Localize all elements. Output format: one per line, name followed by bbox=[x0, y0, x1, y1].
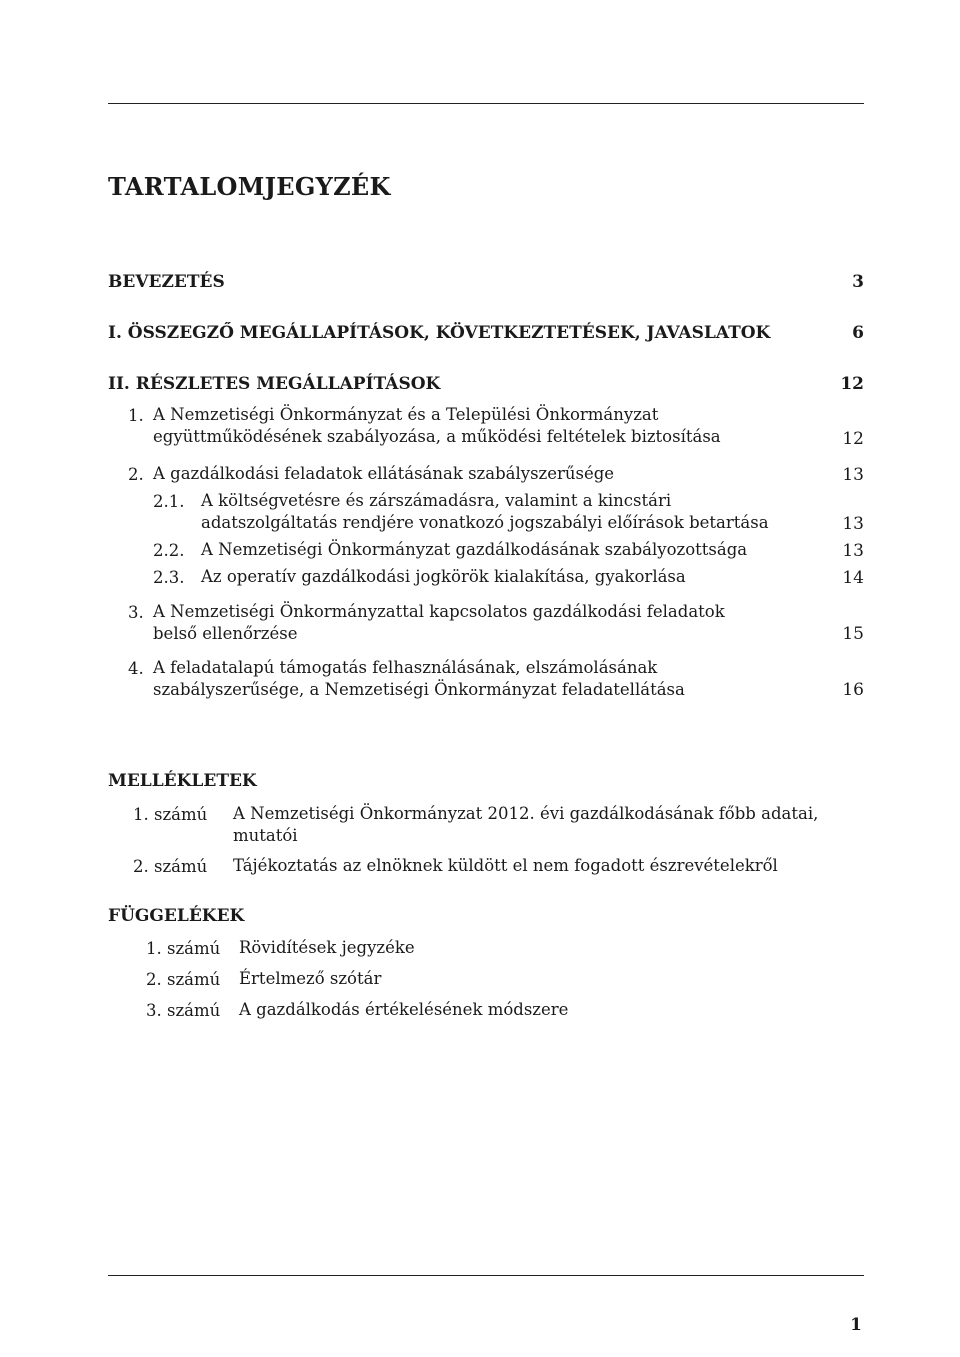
toc-part1-label: I. ÖSSZEGZŐ MEGÁLLAPÍTÁSOK, KÖVETKEZTETÉSEK, JAVASLATOK bbox=[108, 323, 771, 343]
toc-item-title-line1: A Nemzetiségi Önkormányzattal kapcsolatos gazdálkodási feladatok bbox=[153, 602, 725, 621]
toc-item-number: 2. bbox=[128, 465, 144, 484]
toc-item-title-line1: A Nemzetiségi Önkormányzat gazdálkodásának szabályozottsága bbox=[201, 540, 748, 559]
toc-item-title-line2: szabályszerűsége, a Nemzetiségi Önkormányzat feladatellátása bbox=[153, 680, 685, 699]
toc-part2-label: II. RÉSZLETES MEGÁLLAPÍTÁSOK bbox=[108, 374, 441, 394]
toc-item-title-line2: belső ellenőrzése bbox=[153, 624, 298, 643]
toc-item-number: 3. bbox=[128, 603, 144, 622]
annex-title-line2: mutatói bbox=[233, 826, 298, 845]
toc-part2-page: 12 bbox=[840, 374, 864, 394]
bottom-rule bbox=[108, 1275, 864, 1276]
toc-item-number: 2.1. bbox=[153, 492, 185, 511]
toc-item-title-line1: A gazdálkodási feladatok ellátásának szabályszerűsége bbox=[153, 464, 615, 483]
appendix-title: A gazdálkodás értékelésének módszere bbox=[239, 1000, 569, 1019]
page-title: TARTALOMJEGYZÉK bbox=[108, 172, 391, 201]
toc-item-title-line1: A költségvetésre és zárszámadásra, valamint a kincstári bbox=[201, 491, 672, 510]
toc-item-page: 15 bbox=[842, 624, 864, 644]
annexes-heading: MELLÉKLETEK bbox=[108, 771, 257, 791]
toc-item-title-line1: Az operatív gazdálkodási jogkörök kialakítása, gyakorlása bbox=[201, 567, 686, 586]
toc-item-number: 2.2. bbox=[153, 541, 185, 560]
toc-item-page: 12 bbox=[842, 429, 864, 449]
appendices-heading: FÜGGELÉKEK bbox=[108, 906, 245, 926]
toc-item-page: 13 bbox=[842, 541, 864, 561]
appendix-number: 3. számú bbox=[146, 1001, 221, 1020]
toc-item-page: 14 bbox=[842, 568, 864, 588]
toc-item-number: 1. bbox=[128, 406, 144, 425]
toc-part1-page: 6 bbox=[852, 323, 864, 343]
toc-intro-page: 3 bbox=[852, 272, 864, 292]
toc-item-title-line2: együttműködésének szabályozása, a működési feltételek biztosítása bbox=[153, 427, 721, 446]
annex-title-line1: A Nemzetiségi Önkormányzat 2012. évi gazdálkodásának főbb adatai, bbox=[233, 804, 819, 823]
toc-item-page: 13 bbox=[842, 465, 864, 485]
annex-number: 2. számú bbox=[133, 857, 208, 876]
toc-intro-label: BEVEZETÉS bbox=[108, 272, 225, 292]
toc-item-title-line1: A Nemzetiségi Önkormányzat és a Települési Önkormányzat bbox=[153, 405, 659, 424]
appendix-number: 2. számú bbox=[146, 970, 221, 989]
toc-item-page: 13 bbox=[842, 514, 864, 534]
toc-item-title-line1: A feladatalapú támogatás felhasználásának, elszámolásának bbox=[153, 658, 658, 677]
toc-item-title-line2: adatszolgáltatás rendjére vonatkozó jogszabályi előírások betartása bbox=[201, 513, 769, 532]
appendix-title: Rövidítések jegyzéke bbox=[239, 938, 415, 957]
appendix-number: 1. számú bbox=[146, 939, 221, 958]
annex-number: 1. számú bbox=[133, 805, 208, 824]
toc-item-number: 2.3. bbox=[153, 568, 185, 587]
toc-item-number: 4. bbox=[128, 659, 144, 678]
page-number: 1 bbox=[850, 1315, 862, 1335]
top-rule bbox=[108, 103, 864, 104]
annex-title-line1: Tájékoztatás az elnöknek küldött el nem fogadott észrevételekről bbox=[233, 856, 778, 875]
appendix-title: Értelmező szótár bbox=[239, 969, 382, 988]
toc-item-page: 16 bbox=[842, 680, 864, 700]
